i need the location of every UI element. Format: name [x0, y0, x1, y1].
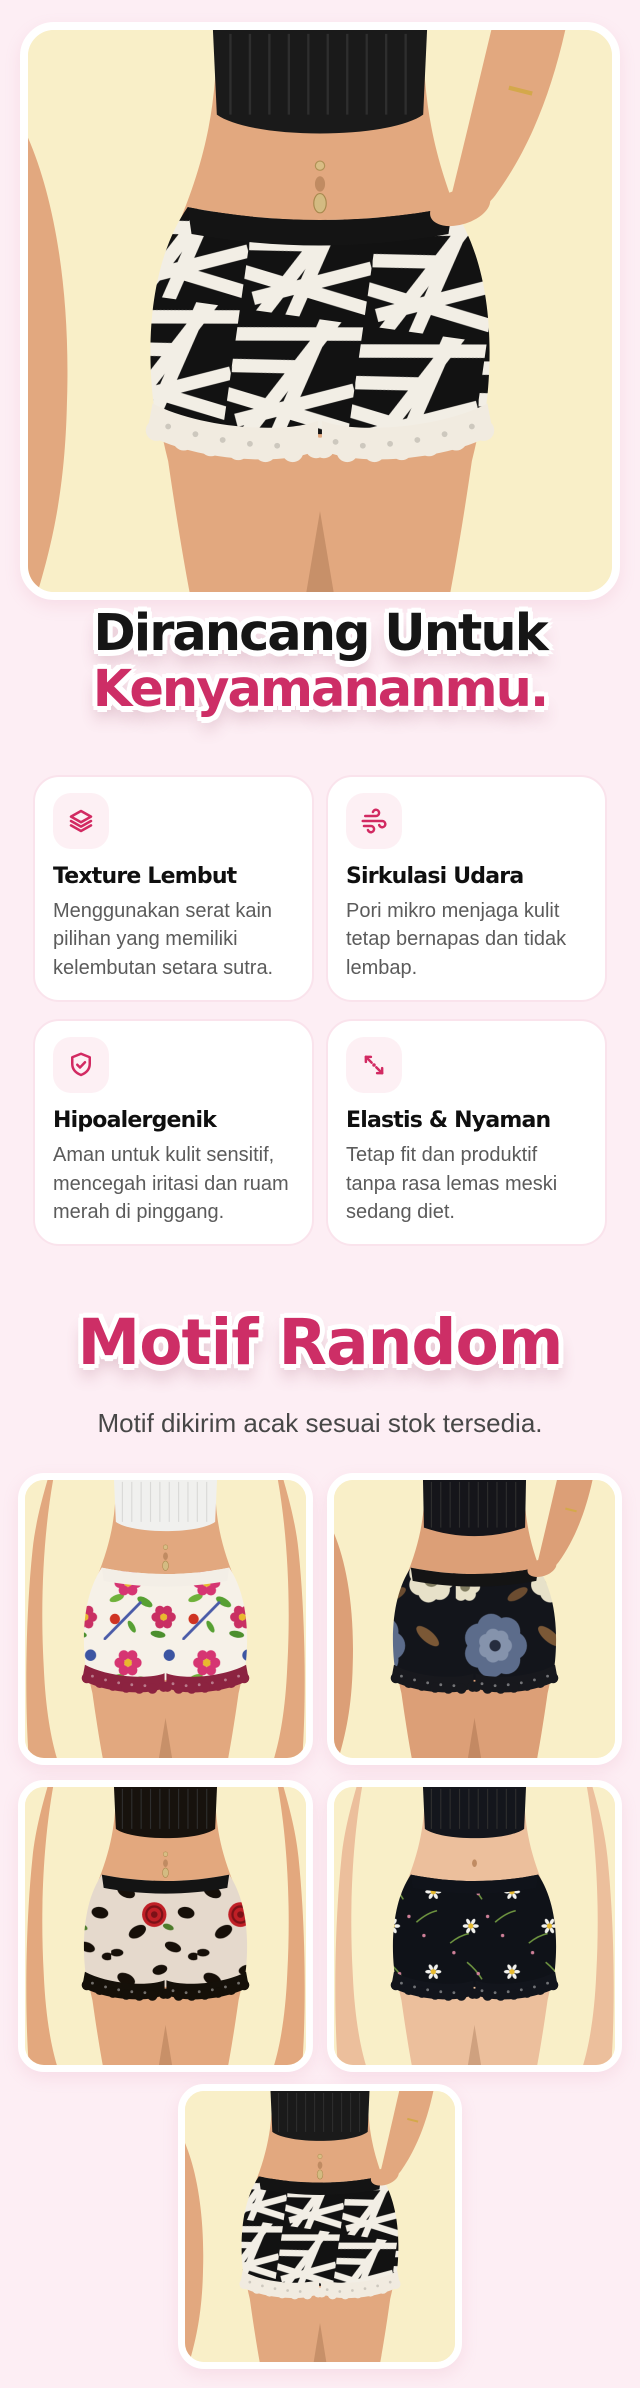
wind-icon: [359, 806, 389, 836]
arrows-diagonal-icon: [359, 1050, 389, 1080]
feature-title: Sirkulasi Udara: [346, 864, 524, 889]
motif-photo-black-large-flowers-image: [334, 1480, 615, 1758]
footer-product-photo: [178, 2084, 462, 2369]
motif-photo-white-floral: [18, 1473, 313, 1765]
arrows-diagonal-icon-tile: [346, 1037, 402, 1093]
feature-body: Menggunakan serat kain pilihan yang memiliki kelembutan setara sutra.: [53, 900, 274, 979]
headline-line2: Kenyamananmu.: [92, 660, 548, 720]
motif-photo-leopard-roses-image: [25, 1787, 306, 2065]
feature-cards: [33, 775, 607, 1246]
motif-photo-black-daisy: [327, 1780, 622, 2072]
feature-body: Tetap fit dan produktif tanpa rasa lemas meski sedang diet.: [346, 1144, 558, 1223]
feature-card-hipoalergenik: [33, 1019, 314, 1246]
feature-body: Aman untuk kulit sensitif, mencegah iritasi dan ruam merah di pinggang.: [53, 1144, 289, 1223]
feature-title: Elastis & Nyaman: [346, 1108, 551, 1134]
layers-icon: [66, 806, 96, 836]
motif-photo-black-large-flowers: [327, 1473, 622, 1765]
headline: [0, 606, 640, 718]
headline-line1: Dirancang Untuk: [93, 604, 547, 663]
hero-product-photo-image: [28, 30, 612, 592]
motif-photo-black-daisy-image: [334, 1787, 615, 2065]
shield-check-icon: [66, 1050, 96, 1080]
shield-check-icon-tile: [53, 1037, 109, 1093]
feature-card-elastis-nyaman: [326, 1019, 607, 1246]
feature-card-sirkulasi-udara: [326, 775, 607, 1002]
motif-photo-leopard-roses: [18, 1780, 313, 2072]
feature-body: Pori mikro menjaga kulit tetap bernapas dan tidak lembap.: [346, 900, 567, 979]
layers-icon-tile: [53, 793, 109, 849]
feature-title: Hipoalergenik: [53, 1108, 217, 1134]
wind-icon-tile: [346, 793, 402, 849]
feature-title: Texture Lembut: [53, 864, 237, 889]
motif-photo-white-floral-image: [25, 1480, 306, 1758]
motif-section-subtitle: Motif dikirim acak sesuai stok tersedia.: [97, 1408, 543, 1438]
hero-product-photo: [20, 22, 620, 600]
footer-product-photo-image: [185, 2091, 455, 2362]
motif-section-title: Motif Random: [77, 1306, 563, 1379]
feature-card-texture-lembut: [33, 775, 314, 1002]
